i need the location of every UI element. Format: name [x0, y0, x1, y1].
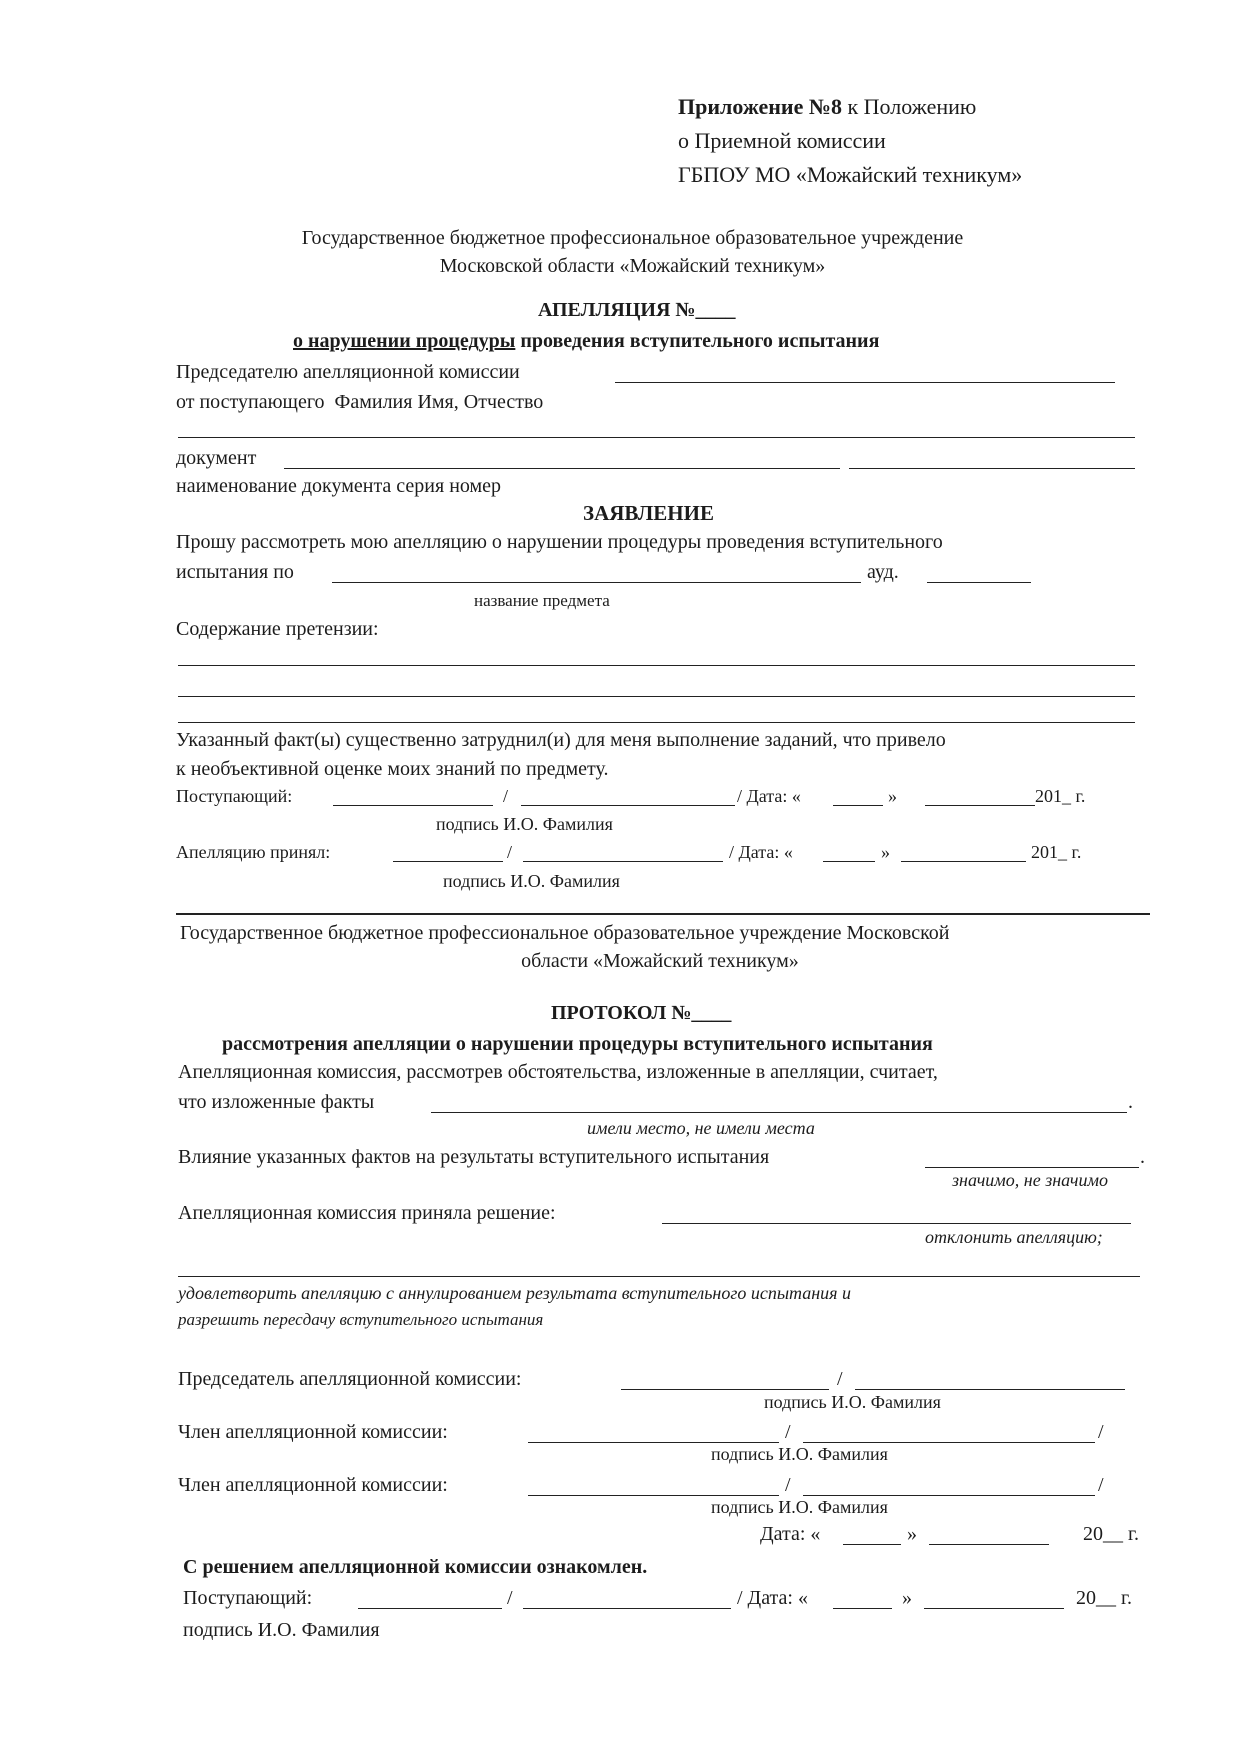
fact-line-2: к необъективной оценке моих знаний по предмету.: [176, 758, 609, 780]
final-month-field[interactable]: [924, 1608, 1064, 1609]
institution-line-2: Московской области «Можайский техникум»: [439, 255, 826, 277]
room-label: ауд.: [867, 561, 899, 583]
applicant-fullname-field[interactable]: [521, 805, 735, 806]
appeal-title: АПЕЛЛЯЦИЯ №____: [538, 299, 736, 321]
fact-line-1: Указанный факт(ы) существенно затруднил(и) для меня выполнение заданий, что привело: [176, 729, 946, 751]
influence-field[interactable]: [925, 1167, 1139, 1168]
decision-label: Апелляционная комиссия приняла решение:: [178, 1202, 556, 1224]
period: .: [1128, 1091, 1133, 1113]
year-label: 201_ г.: [1035, 786, 1086, 806]
signature-hint: подпись И.О. Фамилия: [436, 814, 613, 834]
chairman-name-field[interactable]: [615, 382, 1115, 383]
claim-line-3[interactable]: [178, 722, 1135, 723]
appendix-line-2: о Приемной комиссии: [678, 128, 886, 153]
decision-field-2[interactable]: [178, 1276, 1140, 1277]
request-line-2: испытания по: [176, 561, 294, 583]
appendix-number: Приложение №8: [678, 94, 842, 119]
applicant-sign-hint: подпись И.О. Фамилия: [183, 1619, 380, 1641]
accepted-label: Апелляцию принял:: [176, 842, 331, 862]
document-name-field[interactable]: [284, 468, 840, 469]
slash: /: [1098, 1474, 1104, 1496]
applicant-name-field[interactable]: [178, 437, 1135, 438]
signature-hint: подпись И.О. Фамилия: [764, 1392, 941, 1412]
slash: /: [785, 1474, 791, 1496]
satisfy-line-2: разрешить пересдачу вступительного испытания: [178, 1310, 544, 1329]
acceptor-month-field[interactable]: [901, 861, 1026, 862]
subject-hint: название предмета: [474, 591, 610, 610]
appeal-subtitle: [293, 331, 879, 351]
slash: /: [507, 842, 513, 862]
claim-label: Содержание претензии:: [176, 618, 379, 640]
applicant-month-field[interactable]: [925, 805, 1035, 806]
document-hint: наименование документа серия номер: [176, 475, 502, 497]
facts-hint: имели место, не имели места: [587, 1118, 815, 1138]
final-day-field[interactable]: [833, 1608, 892, 1609]
year-label: 20__ г.: [1083, 1523, 1139, 1545]
acceptor-day-field[interactable]: [823, 861, 875, 862]
member-1-signature-field[interactable]: [528, 1442, 779, 1443]
slash: /: [837, 1368, 843, 1390]
member-2-fullname-field[interactable]: [803, 1495, 1095, 1496]
applicant-signature-field[interactable]: [333, 805, 493, 806]
protocol-institution-line-2: области «Можайский техникум»: [521, 950, 799, 972]
satisfy-line-1: удовлетворить апелляцию с аннулированием результата вступительного испытания и: [178, 1283, 852, 1303]
appendix-line-3: ГБПОУ МО «Можайский техникум»: [678, 162, 1023, 187]
appeal-subtitle-underlined: о нарушении процедуры: [293, 330, 516, 352]
member-2-label: Член апелляционной комиссии:: [178, 1474, 448, 1496]
acceptor-signature-field[interactable]: [393, 861, 503, 862]
date-close: »: [907, 1523, 917, 1545]
to-chairman-label: Председателю апелляционной комиссии: [176, 361, 520, 383]
date-close: »: [888, 786, 897, 806]
decision-field[interactable]: [662, 1223, 1131, 1224]
date-open: / Дата: «: [737, 786, 801, 806]
member-1-label: Член апелляционной комиссии:: [178, 1421, 448, 1443]
document-number-field[interactable]: [849, 468, 1135, 469]
protocol-day-field[interactable]: [843, 1544, 901, 1545]
protocol-institution-line-1: Государственное бюджетное профессиональное образовательное учреждение Московской: [180, 922, 950, 944]
room-field[interactable]: [927, 582, 1031, 583]
signature-hint: подпись И.О. Фамилия: [711, 1444, 888, 1464]
slash: /: [507, 1587, 513, 1609]
member-1-fullname-field[interactable]: [803, 1442, 1095, 1443]
date-open: / Дата: «: [737, 1587, 808, 1609]
year-label: 20__ г.: [1076, 1587, 1132, 1609]
statement-title: ЗАЯВЛЕНИЕ: [583, 501, 714, 525]
section-divider: [176, 913, 1150, 915]
claim-line-1[interactable]: [178, 665, 1135, 666]
final-applicant-signature-field[interactable]: [358, 1608, 502, 1609]
influence-hint: значимо, не значимо: [952, 1170, 1108, 1190]
chairman-fullname-field[interactable]: [855, 1389, 1125, 1390]
chairman-signature-field[interactable]: [621, 1389, 829, 1390]
institution-line-1: Государственное бюджетное профессиональное образовательное учреждение: [301, 227, 964, 249]
signature-hint: подпись И.О. Фамилия: [443, 871, 620, 891]
signature-hint: подпись И.О. Фамилия: [711, 1497, 888, 1517]
year-label: 201_ г.: [1031, 842, 1082, 862]
protocol-month-field[interactable]: [929, 1544, 1049, 1545]
applicant-label: Поступающий:: [176, 786, 293, 806]
appeal-subtitle-rest: проведения вступительного испытания: [515, 330, 880, 352]
slash: /: [1098, 1421, 1104, 1443]
protocol-title: ПРОТОКОЛ №____: [551, 1002, 732, 1024]
from-applicant-label: от поступающего Фамилия Имя, Отчество: [176, 391, 544, 413]
protocol-para-line-1: Апелляционная комиссия, рассмотрев обстоятельства, изложенные в апелляции, считает,: [178, 1061, 938, 1083]
final-applicant-fullname-field[interactable]: [523, 1608, 731, 1609]
member-2-signature-field[interactable]: [528, 1495, 779, 1496]
protocol-para-line-2: что изложенные факты: [178, 1091, 375, 1113]
slash: /: [785, 1421, 791, 1443]
chairman-label: Председатель апелляционной комиссии:: [178, 1368, 522, 1390]
applicant-day-field[interactable]: [833, 805, 883, 806]
decision-hint: отклонить апелляцию;: [925, 1227, 1103, 1247]
appendix-title: [678, 96, 976, 118]
appendix-suffix: к Положению: [841, 94, 977, 119]
subject-field[interactable]: [332, 582, 861, 583]
protocol-date-open: Дата: «: [760, 1523, 821, 1545]
date-close: »: [881, 842, 890, 862]
protocol-subtitle: рассмотрения апелляции о нарушении процедуры вступительного испытания: [222, 1033, 933, 1055]
acceptor-fullname-field[interactable]: [523, 861, 723, 862]
date-open: / Дата: «: [729, 842, 793, 862]
influence-label: Влияние указанных фактов на результаты вступительного испытания: [178, 1146, 770, 1168]
period: .: [1140, 1146, 1145, 1168]
claim-line-2[interactable]: [178, 696, 1135, 697]
request-line-1: Прошу рассмотреть мою апелляцию о нарушении процедуры проведения вступительного: [176, 531, 943, 553]
date-close: »: [902, 1587, 912, 1609]
facts-field[interactable]: [431, 1112, 1127, 1113]
acquainted-label: С решением апелляционной комиссии ознакомлен.: [183, 1556, 648, 1578]
applicant-label: Поступающий:: [183, 1587, 313, 1609]
slash: /: [503, 786, 509, 806]
document-label: документ: [176, 447, 257, 469]
